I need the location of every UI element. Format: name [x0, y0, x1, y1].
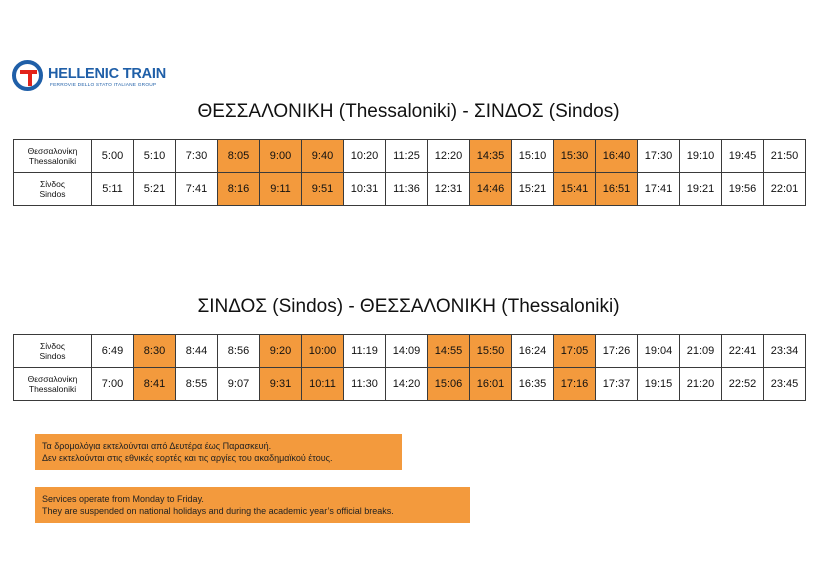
departure-time-cell: 19:45 — [722, 140, 764, 173]
timetable-row — [14, 335, 806, 368]
departure-time-cell: 8:41 — [134, 368, 176, 401]
departure-time-cell: 16:01 — [470, 368, 512, 401]
departure-time-cell: 8:05 — [218, 140, 260, 173]
departure-time-cell: 19:10 — [680, 140, 722, 173]
departure-time-cell: 11:36 — [386, 173, 428, 206]
brand-tagline: FERROVIE DELLO STATO ITALIANE GROUP — [50, 83, 157, 88]
departure-time-cell: 9:40 — [302, 140, 344, 173]
note-line: They are suspended on national holidays and during the academic year’s official breaks. — [42, 506, 394, 516]
departure-time-cell: 17:05 — [554, 335, 596, 368]
departure-time-cell: 12:20 — [428, 140, 470, 173]
departure-time-cell: 9:20 — [260, 335, 302, 368]
departure-time-cell: 15:50 — [470, 335, 512, 368]
hellenic-train-logo — [12, 58, 172, 94]
departure-time-cell: 15:10 — [512, 140, 554, 173]
note-line: Δεν εκτελούνται στις εθνικές εορτές και τις αργίες του ακαδημαϊκού έτους. — [42, 453, 333, 463]
departure-time-cell: 22:41 — [722, 335, 764, 368]
departure-time-cell: 5:00 — [92, 140, 134, 173]
departure-time-cell: 19:21 — [680, 173, 722, 206]
departure-time-cell: 15:06 — [428, 368, 470, 401]
station-name-english: Sindos — [39, 351, 66, 361]
departure-time-cell: 9:11 — [260, 173, 302, 206]
note-line: Τα δρομολόγια εκτελούνται από Δευτέρα έως Παρασκευή. — [42, 441, 272, 451]
station-name-english: Thessaloniki — [28, 384, 77, 394]
station-cell — [14, 368, 92, 401]
departure-time-cell: 10:20 — [344, 140, 386, 173]
departure-time-cell: 16:51 — [596, 173, 638, 206]
departure-time-cell: 21:20 — [680, 368, 722, 401]
departure-time-cell: 15:30 — [554, 140, 596, 173]
departure-time-cell: 7:41 — [176, 173, 218, 206]
station-name-greek: Σίνδος — [40, 341, 65, 351]
station-name-greek: Θεσσαλονίκη — [27, 374, 78, 384]
station-name-greek: Σίνδος — [40, 179, 65, 189]
departure-time-cell: 8:55 — [176, 368, 218, 401]
timetable-row — [14, 173, 806, 206]
departure-time-cell: 16:24 — [512, 335, 554, 368]
departure-time-cell: 17:30 — [638, 140, 680, 173]
departure-time-cell: 21:50 — [764, 140, 806, 173]
departure-time-cell: 14:35 — [470, 140, 512, 173]
departure-time-cell: 21:09 — [680, 335, 722, 368]
departure-time-cell: 16:35 — [512, 368, 554, 401]
station-name-english: Thessaloniki — [28, 156, 77, 166]
departure-time-cell: 15:41 — [554, 173, 596, 206]
departure-time-cell: 9:00 — [260, 140, 302, 173]
departure-time-cell: 15:21 — [512, 173, 554, 206]
station-cell — [14, 173, 92, 206]
timetable-title-sindos-thessaloniki: ΣΙΝΔΟΣ (Sindos) - ΘΕΣΣΑΛΟΝΙΚΗ (Thessaloniki) — [197, 296, 620, 317]
departure-time-cell: 11:30 — [344, 368, 386, 401]
departure-time-cell: 14:20 — [386, 368, 428, 401]
departure-time-cell: 19:15 — [638, 368, 680, 401]
schedule-note-english — [35, 487, 470, 523]
departure-time-cell: 14:55 — [428, 335, 470, 368]
departure-time-cell: 17:16 — [554, 368, 596, 401]
departure-time-cell: 11:25 — [386, 140, 428, 173]
departure-time-cell: 16:40 — [596, 140, 638, 173]
departure-time-cell: 22:52 — [722, 368, 764, 401]
departure-time-cell: 17:41 — [638, 173, 680, 206]
departure-time-cell: 14:09 — [386, 335, 428, 368]
timetable-sindos-thessaloniki — [13, 334, 806, 401]
departure-time-cell: 9:31 — [260, 368, 302, 401]
schedule-note-greek — [35, 434, 402, 470]
station-name-english: Sindos — [39, 189, 66, 199]
brand-name: HELLENIC TRAIN — [48, 66, 167, 82]
timetable-title-thessaloniki-sindos: ΘΕΣΣΑΛΟΝΙΚΗ (Thessaloniki) - ΣΙΝΔΟΣ (Sindos) — [197, 101, 620, 122]
departure-time-cell: 7:00 — [92, 368, 134, 401]
departure-time-cell: 23:34 — [764, 335, 806, 368]
departure-time-cell: 7:30 — [176, 140, 218, 173]
departure-time-cell: 11:19 — [344, 335, 386, 368]
timetable-row — [14, 368, 806, 401]
timetable-thessaloniki-sindos — [13, 139, 806, 206]
timetable-row — [14, 140, 806, 173]
departure-time-cell: 17:26 — [596, 335, 638, 368]
departure-time-cell: 5:21 — [134, 173, 176, 206]
note-line: Services operate from Monday to Friday. — [42, 494, 204, 504]
departure-time-cell: 17:37 — [596, 368, 638, 401]
departure-time-cell: 9:51 — [302, 173, 344, 206]
departure-time-cell: 12:31 — [428, 173, 470, 206]
logo-mark-icon — [12, 60, 43, 91]
station-cell — [14, 335, 92, 368]
departure-time-cell: 10:31 — [344, 173, 386, 206]
departure-time-cell: 5:10 — [134, 140, 176, 173]
departure-time-cell: 10:00 — [302, 335, 344, 368]
departure-time-cell: 22:01 — [764, 173, 806, 206]
station-name-greek: Θεσσαλονίκη — [27, 146, 78, 156]
departure-time-cell: 8:56 — [218, 335, 260, 368]
departure-time-cell: 19:56 — [722, 173, 764, 206]
departure-time-cell: 8:30 — [134, 335, 176, 368]
departure-time-cell: 10:11 — [302, 368, 344, 401]
departure-time-cell: 8:44 — [176, 335, 218, 368]
departure-time-cell: 19:04 — [638, 335, 680, 368]
departure-time-cell: 9:07 — [218, 368, 260, 401]
departure-time-cell: 8:16 — [218, 173, 260, 206]
departure-time-cell: 14:46 — [470, 173, 512, 206]
departure-time-cell: 6:49 — [92, 335, 134, 368]
departure-time-cell: 5:11 — [92, 173, 134, 206]
departure-time-cell: 23:45 — [764, 368, 806, 401]
station-cell — [14, 140, 92, 173]
